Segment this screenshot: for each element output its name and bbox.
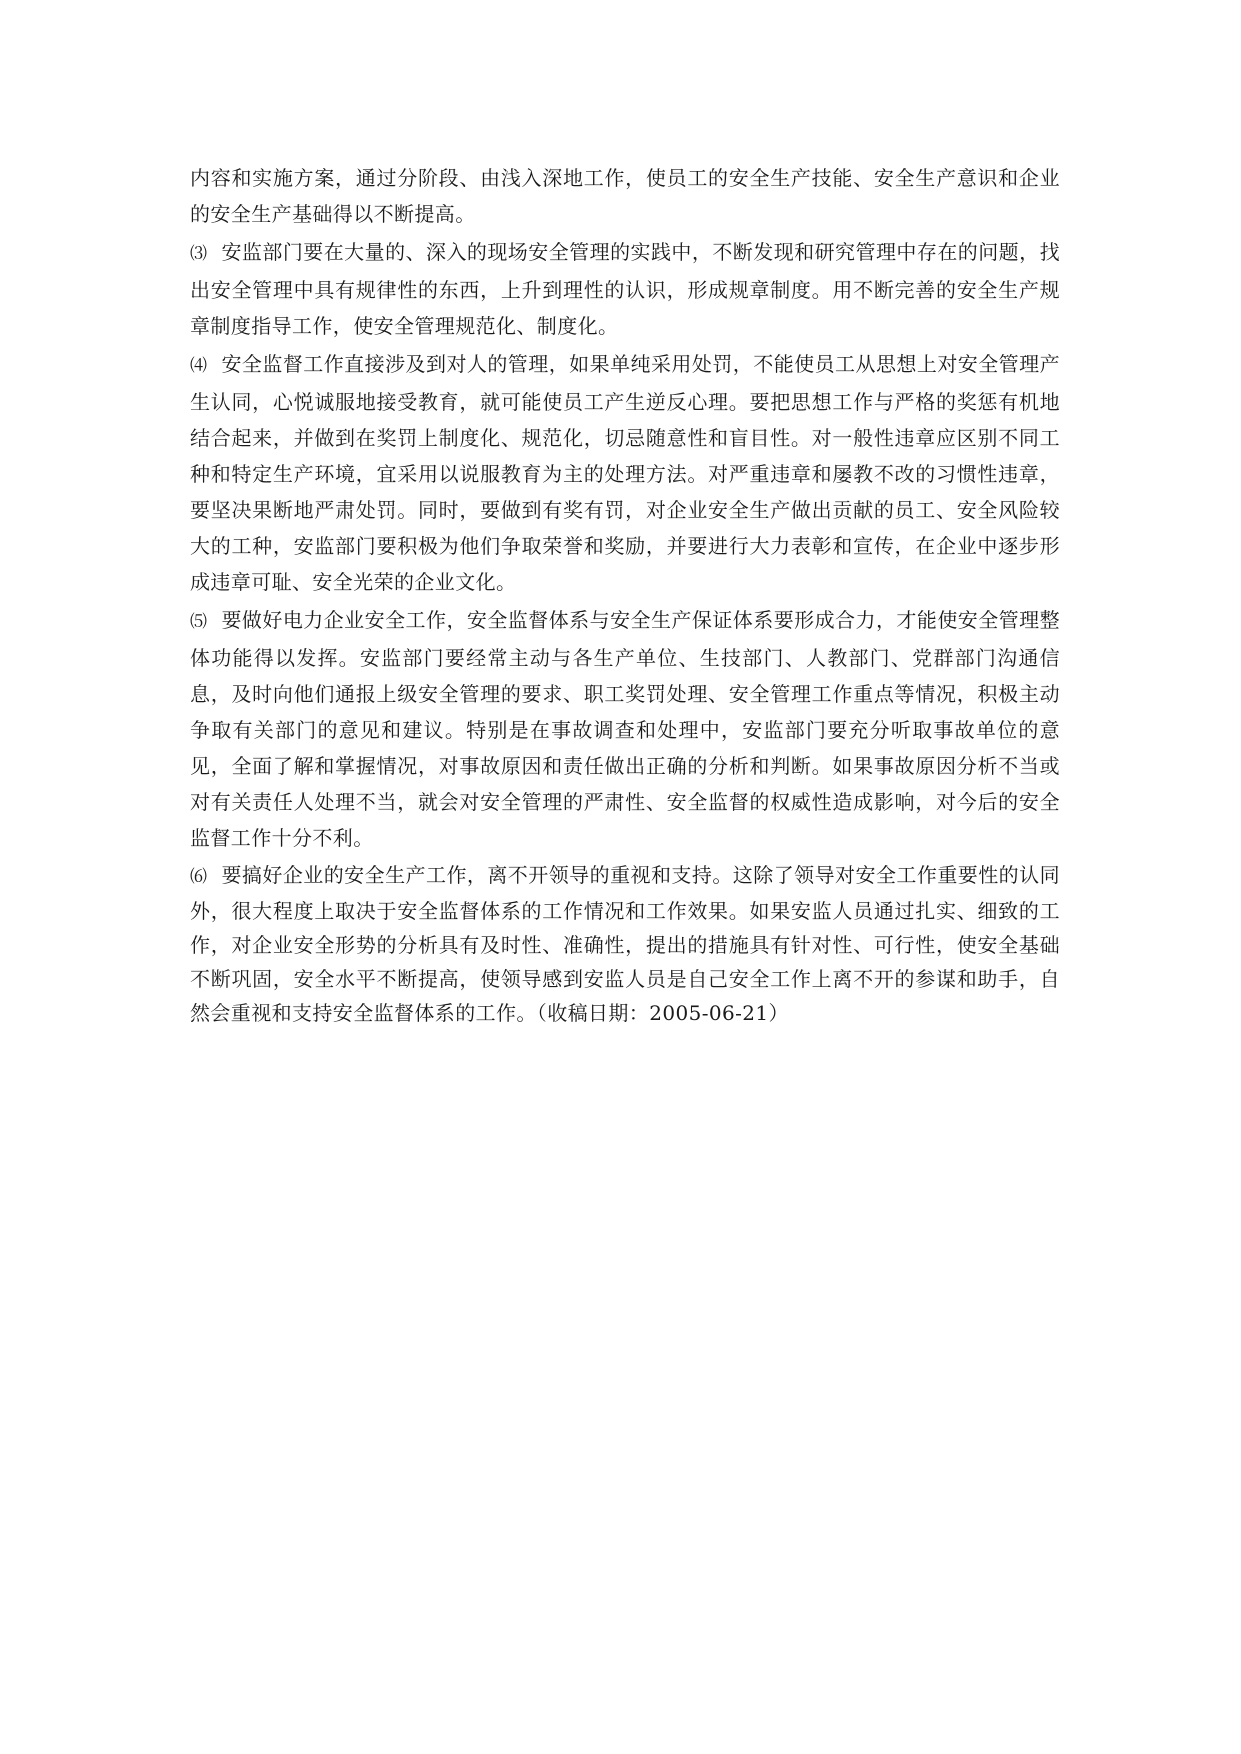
paragraph-5	[190, 602, 1060, 856]
paragraph-6	[190, 858, 1060, 1030]
paragraph-text: 要做好电力企业安全工作，安全监督体系与安全生产保证体系要形成合力，才能使安全管理整体功能得以发挥。安监部门要经常主动与各生产单位、生技部门、人教部门、党群部门沟通信息，及时向他们通报上级安全管理的要求、职工奖罚处理、安全管理工作重点等情况，积极主动争取有关部门的意见和建议。特别是在事故调查和处理中，安监部门要充分听取事故单位的意见，全面了解和掌握情况，对事故原因和责任做出正确的分析和判断。如果事故原因分析不当或对有关责任人处理不当，就会对安全管理的严肃性、安全监督的权威性造成影响，对今后的安全监督工作十分不利。	[190, 608, 1060, 850]
paragraph-3	[190, 234, 1060, 344]
paragraph-4	[190, 346, 1060, 600]
paragraph-number: ⑷	[190, 356, 208, 376]
paragraph-number: ⑶	[190, 244, 208, 264]
paragraph-number: ⑹	[190, 867, 208, 887]
paragraph-number: ⑸	[190, 612, 208, 632]
paragraph-text: 安监部门要在大量的、深入的现场安全管理的实践中，不断发现和研究管理中存在的问题，找出安全管理中具有规律性的东西，上升到理性的认识，形成规章制度。用不断完善的安全生产规章制度指导工作，使安全管理规范化、制度化。	[190, 240, 1060, 338]
paragraph-text: 要搞好企业的安全生产工作，离不开领导的重视和支持。这除了领导对安全工作重要性的认同外，很大程度上取决于安全监督体系的工作情况和工作效果。如果安监人员通过扎实、细致的工作，对企业安全形势的分析具有及时性、准确性，提出的措施具有针对性、可行性，使安全基础不断巩固，安全水平不断提高，使领导感到安监人员是自己安全工作上离不开的参谋和助手，自然会重视和支持安全监督体系的工作。（收稿日期：2005-06-21）	[190, 863, 1060, 1025]
paragraph-1	[190, 160, 1060, 232]
paragraph-text: 内容和实施方案，通过分阶段、由浅入深地工作，使员工的安全生产技能、安全生产意识和企业的安全生产基础得以不断提高。	[190, 166, 1060, 226]
paragraph-text: 安全监督工作直接涉及到对人的管理，如果单纯采用处罚，不能使员工从思想上对安全管理产生认同，心悦诚服地接受教育，就可能使员工产生逆反心理。要把思想工作与严格的奖惩有机地结合起来，并做到在奖罚上制度化、规范化，切忌随意性和盲目性。对一般性违章应区别不同工种和特定生产环境，宜采用以说服教育为主的处理方法。对严重违章和屡教不改的习惯性违章，要坚决果断地严肃处罚。同时，要做到有奖有罚，对企业安全生产做出贡献的员工、安全风险较大的工种，安监部门要积极为他们争取荣誉和奖励，并要进行大力表彰和宣传，在企业中逐步形成违章可耻、安全光荣的企业文化。	[190, 352, 1060, 594]
document-page	[190, 160, 1060, 1030]
